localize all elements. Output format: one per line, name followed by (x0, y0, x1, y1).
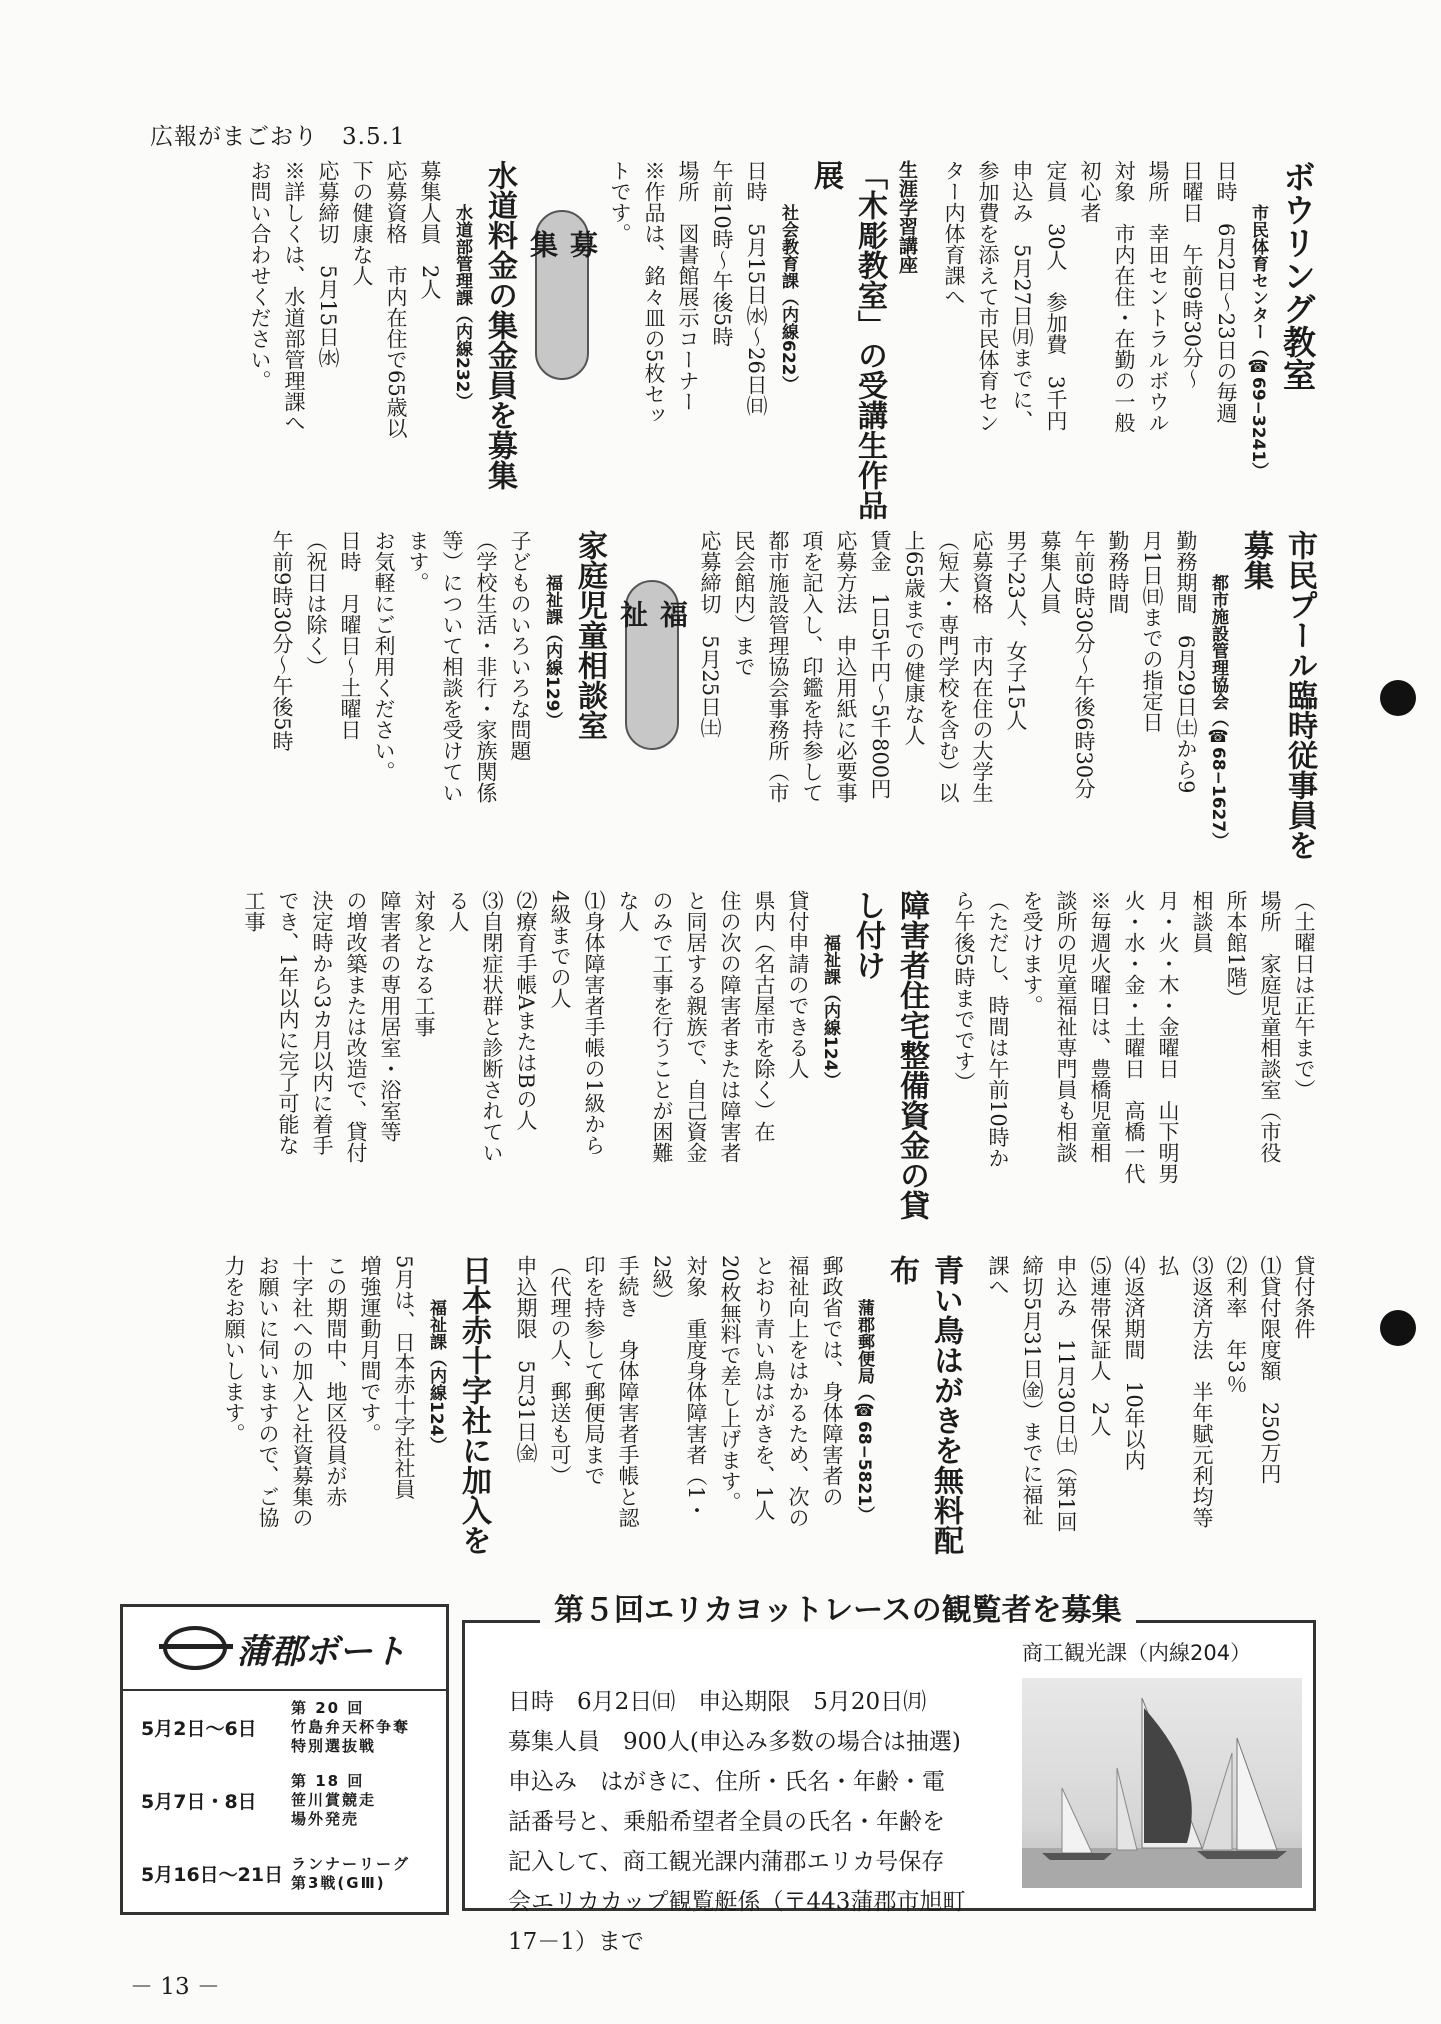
section-label-recruit: 募 集 (535, 210, 589, 380)
article-dept: 水道部管理課（内線232） (452, 204, 472, 410)
article-carving (603, 160, 923, 520)
body-line: 課へ (986, 1255, 1010, 1297)
article-title: 市民プール臨時従事員を募集 (1238, 530, 1317, 860)
body-line: お問い合わせください。 (248, 160, 272, 391)
body-line: 募集人員 900人(申込み多数の場合は抽選) (508, 1729, 961, 1755)
yacht-dept: 商工観光課（内線204） (1022, 1641, 1252, 1665)
body-line: （学校生活・非行・家族関係 (474, 530, 498, 803)
race-event: ランナーリーグ 第3戦(GⅢ) (291, 1854, 411, 1892)
article-title: 家庭児童相談室 (572, 530, 607, 740)
body-line: 申込み 5月27日㈪までに、 (1010, 160, 1034, 432)
body-line: 場所 図書館展示コーナー (676, 160, 700, 412)
body-line: 手続き 身体障害者手帳と認 (616, 1255, 640, 1528)
binding-hole-mark (1380, 680, 1416, 716)
body-line: 4級までの人 (548, 890, 572, 1009)
body-line: 決定時から3カ月以内に着手 (310, 890, 334, 1156)
body-line: 募集人員 2人 (418, 160, 442, 300)
body-line: 貸付条件 (1292, 1255, 1316, 1339)
article-dept: 都市施設管理協会（☎68−1627） (1208, 574, 1228, 850)
article-housing-loan (237, 890, 933, 1220)
article-bowling (937, 160, 1321, 520)
race-row (123, 1764, 446, 1837)
body-line: トです。 (608, 160, 632, 244)
body-line: と同居する親族で、自己資金 (684, 890, 708, 1163)
body-line: 住の次の障害者または障害者 (718, 890, 742, 1163)
body-line: を受けます。 (1020, 890, 1044, 1016)
article-water (243, 160, 521, 520)
sailboat-image (1022, 1678, 1302, 1888)
band-3 (121, 890, 1321, 1220)
yacht-title: 第５回エリカヨットレースの観覧者を募集 (540, 1585, 1136, 1629)
body-line: ら午後5時までです） (952, 890, 976, 1093)
article-dept: 福祉課（内線124） (426, 1299, 446, 1454)
band-2 (121, 530, 1321, 860)
body-line: ⑷返済期間 10年以内 (1122, 1255, 1146, 1471)
body-line: 増強運動月間です。 (358, 1255, 382, 1444)
issue-header: 広報がまごおり 3.5.1 (150, 124, 406, 150)
body-line: 賃金 1日5千円〜5千800円 (868, 530, 892, 800)
body-line: ⑴貸付限度額 250万円 (1258, 1255, 1282, 1485)
body-line: ⑶返済方法 半年賦元利均等 (1190, 1255, 1214, 1528)
body-line: 所本館1階） (1224, 890, 1248, 1009)
body-line: 募集人員 (1038, 530, 1062, 614)
body-line: 払 (1156, 1255, 1180, 1276)
article-loan-terms (981, 1255, 1321, 1575)
article-title: 水道料金の集金員を募集 (482, 160, 517, 490)
article-dept: 福祉課（内線124） (820, 934, 840, 1089)
article-subtitle: 生涯学習講座 (896, 160, 918, 274)
body-line: 男子23人、女子15人 (1004, 530, 1028, 731)
body-line: 5月は、日本赤十字社社員 (392, 1255, 416, 1500)
article-postcard (509, 1255, 967, 1575)
body-line: 勤務期間 6月29日㈯から9 (1174, 530, 1198, 794)
body-line: 都市施設管理協会事務所（市 (766, 530, 790, 803)
body-line: 応募締切 5月25日㈯ (698, 530, 722, 739)
article-pool (693, 530, 1321, 860)
body-line: ⑵療育手帳AまたはBの人 (514, 890, 538, 1131)
race-event: 第 18 回 笹川賞競走 場外発売 (291, 1772, 377, 1828)
body-line: 福祉向上をはかるため、次の (786, 1255, 810, 1528)
article-child-consultation (265, 530, 611, 860)
body-line: る人 (446, 890, 470, 932)
article-dept: 蒲郡郵便局（☎68−5821） (854, 1299, 874, 1524)
race-row (123, 1691, 446, 1764)
race-row (123, 1837, 446, 1910)
article-dept: 市民体育センター（☎69−3241） (1248, 204, 1268, 480)
body-line: 印を持参して郵便局まで (582, 1255, 606, 1486)
body-line: 応募資格 市内在住の大学生 (970, 530, 994, 803)
body-line: お気軽にご利用ください。 (372, 530, 396, 782)
race-event: 第 20 回 竹島弁天杯争奪 特別選抜戦 (291, 1699, 411, 1755)
body-line: ※毎週火曜日は、豊橋児童相 (1088, 890, 1112, 1163)
body-line: のみで工事を行うことが困難 (650, 890, 674, 1163)
body-line: 応募資格 市内在住で65歳以 (384, 160, 408, 439)
article-title: 「木彫教室」の受講生作品展 (808, 160, 887, 520)
body-line: 場所 幸田セントラルボウル (1146, 160, 1170, 433)
article-child-consultation-cont (947, 890, 1321, 1220)
page-number: － 13 － (130, 1974, 220, 2000)
body-line: 日時 月曜日〜土曜日 (338, 530, 362, 740)
section-label-welfare: 福 祉 (625, 580, 679, 750)
binding-hole-mark (1380, 1310, 1416, 1346)
body-line: （祝日は除く） (304, 530, 328, 677)
race-date: 5月16日〜21日 (141, 1864, 284, 1886)
body-line: 等）について相談を受けてい (440, 530, 464, 803)
body-line: 2級） (650, 1255, 674, 1311)
body-line: の増改築または改造で、貸付 (344, 890, 368, 1163)
body-line: 子どものいろいろな問題 (508, 530, 532, 761)
body-line: 話番号と、乗船希望者全員の氏名・年齢を (508, 1809, 945, 1835)
body-line: 記入して、商工観光課内蒲郡エリカ号保存 (508, 1849, 945, 1875)
race-date: 5月2日〜6日 (141, 1718, 257, 1740)
body-line: ⑸連帯保証人 2人 (1088, 1255, 1112, 1437)
body-line: ます。 (406, 530, 430, 593)
article-dept: 社会教育課（内線622） (778, 204, 798, 393)
body-line: 締切5月31日㈮）までに福祉 (1020, 1255, 1044, 1527)
article-title: ボウリング教室 (1278, 160, 1317, 391)
body-line: 申込み 11月30日㈯（第1回 (1054, 1255, 1078, 1532)
body-line: ※詳しくは、水道部管理課へ (282, 160, 306, 433)
body-line: 午前10時〜午後5時 (710, 160, 734, 348)
race-date: 5月7日・8日 (141, 1791, 257, 1813)
body-line: 日時 6月2日㈰ 申込期限 5月20日㈪ (508, 1689, 927, 1715)
body-line: 勤務時間 (1106, 530, 1130, 614)
body-line: 相談員 (1190, 890, 1214, 953)
body-line: 場所 家庭児童相談室（市役 (1258, 890, 1282, 1163)
body-line: 会エリカカップ観覧艇係（〒443蒲郡市旭町 (508, 1889, 966, 1915)
body-line: 県内（名古屋市を除く）在 (752, 890, 776, 1142)
boat-brand: 蒲郡ボート (236, 1631, 407, 1672)
body-line: 談所の児童福祉専門員も相談 (1054, 890, 1078, 1163)
body-line: この期間中、地区役員が赤 (324, 1255, 348, 1507)
body-line: 力をお願いします。 (222, 1255, 246, 1444)
body-line: 対象 重度身体障害者（1・ (684, 1255, 708, 1521)
body-line: 参加費を添えて市民体育セン (976, 160, 1000, 433)
body-line: 工事 (242, 890, 266, 932)
body-line: （土曜日は正午まで） (1292, 890, 1316, 1100)
body-line: 日曜日 午前9時30分〜 (1180, 160, 1204, 390)
boat-logo (123, 1607, 446, 1691)
yacht-photo (1022, 1678, 1302, 1888)
body-line: 申込期限 5月31日㈮ (514, 1255, 538, 1464)
article-title: 青い鳥はがきを無料配布 (884, 1255, 963, 1555)
body-line: （ただし、時間は午前10時か (986, 890, 1010, 1169)
body-line: 十字社への加入と社資募集の (290, 1255, 314, 1528)
body-line: 項を記入し、印鑑を持参して (800, 530, 824, 803)
body-line: でき、1年以内に完了可能な (276, 890, 300, 1156)
body-line: 初心者 (1078, 160, 1102, 223)
yacht-details (508, 1682, 1008, 1962)
body-line: ター内体育課へ (942, 160, 966, 307)
body-line: 火・水・金・土曜日 高橋一代 (1122, 890, 1146, 1184)
body-line: 月1日㈰までの指定日 (1140, 530, 1164, 733)
body-line: 下の健康な人 (350, 160, 374, 286)
body-line: 月・火・木・金曜日 山下明男 (1156, 890, 1180, 1184)
body-line: 応募方法 申込用紙に必要事 (834, 530, 858, 803)
body-line: とおり青い鳥はがきを、1人 (752, 1255, 776, 1521)
body-line: ⑶自閉症状群と診断されてい (480, 890, 504, 1163)
body-line: 20枚無料で差し上げます。 (718, 1255, 742, 1513)
body-line: 郵政省では、身体障害者の (820, 1255, 844, 1507)
body-line: 午前9時30分〜午後6時30分 (1072, 530, 1096, 800)
body-line: 17－1）まで (508, 1929, 644, 1955)
body-line: ⑵利率 年3％ (1224, 1255, 1248, 1395)
article-dept: 福祉課（内線129） (542, 574, 562, 729)
body-line: 申込み はがきに、住所・氏名・年齢・電 (508, 1769, 945, 1795)
body-line: 応募締切 5月15日㈬ (316, 160, 340, 369)
body-line: 障害者の専用居室・浴室等 (378, 890, 402, 1142)
body-line: （短大・専門学校を含む）以 (936, 530, 960, 803)
boat-logo-mark-icon (163, 1626, 227, 1670)
article-title: 障害者住宅整備資金の貸し付け (850, 890, 929, 1220)
body-line: （代理の人、郵送も可） (548, 1255, 572, 1486)
article-title: 日本赤十字社に加入を (456, 1255, 491, 1555)
article-red-cross (217, 1255, 495, 1575)
body-line: ※作品は、銘々皿の5枚セッ (642, 160, 666, 426)
body-line: 対象となる工事 (412, 890, 436, 1037)
body-line: 定員 30人 参加費 3千円 (1044, 160, 1068, 432)
body-line: 上65歳までの健康な人 (902, 530, 926, 746)
body-line: 対象 市内在住・在勤の一般 (1112, 160, 1136, 433)
body-line: ⑴身体障害者手帳の1級から (582, 890, 606, 1156)
body-line: 午前9時30分〜午後5時 (270, 530, 294, 752)
body-line: 日時 5月15日㈬〜26日㈰ (744, 160, 768, 416)
boat-race-box (120, 1604, 449, 1915)
body-line: 民会館内）まで (732, 530, 756, 677)
body-line: な人 (616, 890, 640, 932)
band-1 (121, 160, 1321, 520)
body-line: 貸付申請のできる人 (786, 890, 810, 1079)
body-line: 日時 6月2日〜23日の毎週 (1214, 160, 1238, 424)
body-line: お願いに伺いますので、ご協 (256, 1255, 280, 1528)
band-4 (121, 1255, 1321, 1575)
